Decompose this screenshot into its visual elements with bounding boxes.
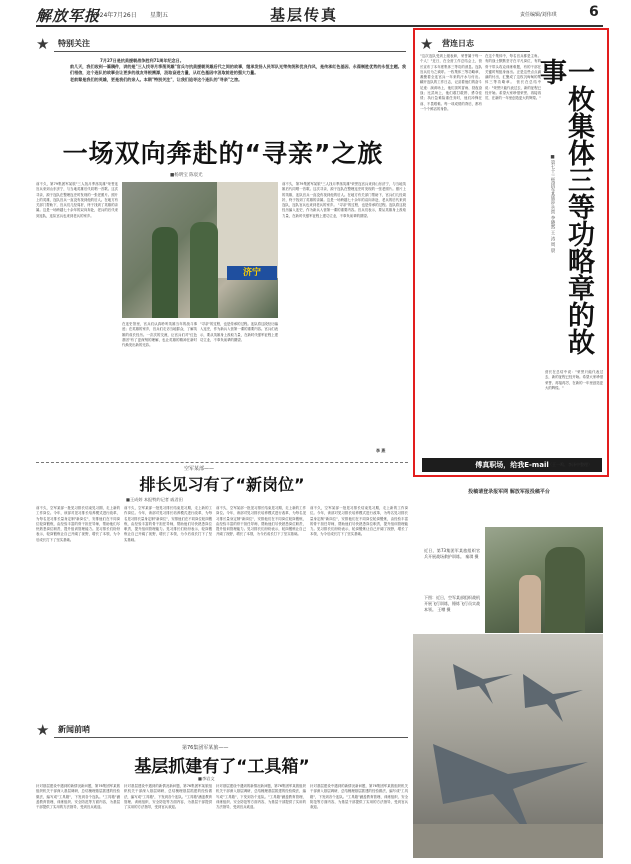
frontline-headline: 基层抓建有了“工具箱” [134, 757, 310, 777]
page-editor: 责任编辑/刘伟琪 [520, 12, 557, 18]
special-intro-line-3: 老前辈是我们的英雄，更是我们的亲人。本期"特别关注"，让我们追寻这个连队的"寻亲"之旅。 [70, 76, 243, 82]
special-intro-line-1: 7月27日是抗美援朝战争胜利71周年纪念日。 [100, 58, 184, 63]
frontline-body-2: 针对基层建设中遇到的新情况新问题，第76集团军某旅组织机关干部深入基层调研，总结梳理基层抓建的经验做法，编写成"工具箱"，下发到各个连队。"工具箱"涵盖教育管理、训练组织、安全防范等方面内容，为基层干部提供了实用的方法指导，受到官兵欢迎。 [124, 784, 212, 810]
camp-log-body-c: 在这个集体中，每名官兵都是主角。有的战士默默坚守在平凡岗位，有的骨干带头攻克训练难题，有的干部在关键时刻挺身而出。正是这些点点滴滴的付出，汇聚成了这枚沉甸甸的集体三等功略章。 [485, 54, 541, 85]
frontline-body-3: 针对基层建设中遇到的新情况新问题，第76集团军某旅组织机关干部深入基层调研，总结梳理基层抓建的经验做法，编写成"工具箱"，下发到各个连队。"工具箱"涵盖教育管理、训练组织、安全防范等方面内容，为基层干部提供了实用的方法指导，受到官兵欢迎。 [216, 784, 306, 810]
issue-date: 2024年7月26日 [92, 12, 137, 19]
email-contact-box: 投稿请登录报军网 解放军报投稿平台 [468, 489, 550, 495]
camp-log-body-column-1 [420, 54, 482, 472]
child-photo-caption: 近日，第73集团军某旅组织官兵开展战场救护训练。 秦琪 摄 [424, 548, 480, 559]
camp-log-body-d-cont: 营长在总结中说："荣誉只能代表过去，新的征程已经开始。希望大家珍惜荣誉、再接再厉，在新的一年里创造更大的辉煌。" [545, 370, 603, 390]
jet-photo-caption: 下图：近日，空军某部组织战机开展飞行训练，锤炼飞行员实战本领。 王嘈 摄 [424, 595, 480, 612]
special-headline: 一场双向奔赴的“寻亲”之旅 [62, 139, 384, 168]
star-icon: ★ [36, 35, 50, 53]
photo-soldier-1 [152, 227, 178, 318]
special-body-column-1: 前不久，第79集团军某旅"三人找月季荡英雄"荣誉连官兵来到山东济宁，与当地英雄后代同唱一首歌。这次寻亲，源于连队在整理连史时发现的一张老照片。照片上的英雄，连队官兵一直没有找到他的后人。在地方有关部门帮助下，官兵们几经周折，终于找到了英雄的亲属。这是一场跨越七十余年的双向奔赴，老兵的后代来到连队，连队官兵也来到老兵的家乡。 [36, 182, 118, 218]
frontline-rule [54, 737, 408, 738]
jet-photo [413, 634, 603, 858]
newspaper-logo: 解放军报 [36, 7, 101, 25]
jet-silhouettes [413, 634, 603, 858]
camp-log-vertical-byline: ■第七十三集团军某旅步兵营 李晓然 王 涛 周 晨 [550, 155, 555, 253]
camp-log-body-d: 营长在总结中说："荣誉只能代表过去，新的征程已经开始。希望大家珍惜荣誉、再接再厉，在新的一年里创造更大的辉煌。" [485, 80, 542, 101]
lower-left-kicker: 空军某部—— [184, 466, 215, 472]
special-author: 李 燕 [376, 448, 386, 453]
special-body-column-4-text-b: "寻亲"的过程，也是传承的过程。连队将这段经历编入连史，作为新兵入营第一课的重要内容。官兵们表示，要从英雄身上汲取力量，在新时代强军征程上建功立业，不辜负前辈的期望。 [282, 203, 407, 218]
lower-left-body-1: 前不久，空军某部一批见习排长结束见习期，走上新的工作岗位。今年，该部对见习排长培养模式进行改革，为每名见习排长量身定制"新岗位"，安排他们在不同岗位轮岗锻炼，由经验丰富的骨干担任导师，帮助他们尽快熟悉岗位职责，提升组训管理能力。见习排长们纷纷表示，轮岗锻炼让自己开阔了视野，增长了本领，为今后成长打下了坚实基础。 [36, 506, 120, 542]
camp-log-body-b: 翻开连队的工作日志，记录着他们的奋斗足迹：演训场上，他们顶风冒雨、昼夜奋战；比武场上，他们敢打敢拼、勇夺佳绩；执行急难险重任务时，他们冲锋在前、不畏艰难。每一项成绩的背后，都有一个个鲜活的身影。 [420, 80, 482, 111]
email-column-label: 傅真职场，给我E-mail [422, 458, 602, 472]
lower-left-byline: ■王成婷 本报特约记者 戚君田 [126, 497, 183, 502]
special-intro [70, 58, 406, 116]
frontline-title: 新闻前哨 [58, 725, 90, 734]
frontline-body-1: 针对基层建设中遇到的新情况新问题，第76集团军某旅组织机关干部深入基层调研，总结梳理基层抓建的经验做法，编写成"工具箱"，下发到各个连队。"工具箱"涵盖教育管理、训练组织、安全防范等方面内容，为基层干部提供了实用的方法指导，受到官兵欢迎。 [36, 784, 120, 810]
special-byline: ■杨明宝 陈宸光 [170, 173, 203, 178]
special-body-column-4-text: 前不久，第79集团军某旅"三人找月季荡英雄"荣誉连官兵来到山东济宁，与当地英雄后代同唱一首歌。这次寻亲，源于连队在整理连史时发现的一张老照片。照片上的英雄，连队官兵一直没有找到他的后人。在地方有关部门帮助下，官兵们几经周折，终于找到了英雄的亲属。这是一场跨越七十余年的双向奔赴，老兵的后代来到连队，连队官兵也来到老兵的家乡。 [282, 182, 406, 208]
camp-log-body-a: "这次连队受到上级表彰，荣誉属于每一个人！"近日，在全营工作总结会上，营长宣布了本年度集体三等功的消息。连队官兵们为之欢呼。一枚集体三等功略章，凝聚着全连官兵一年来的汗水与付出。 [420, 54, 482, 80]
frontline-body-4: 针对基层建设中遇到的新情况新问题，第76集团军某旅组织机关干部深入基层调研，总结梳理基层抓建的经验做法，编写成"工具箱"，下发到各个连队。"工具箱"涵盖教育管理、训练组织、安全防范等方面内容，为基层干部提供了实用的方法指导，受到官兵欢迎。 [310, 784, 408, 810]
camp-log-header [420, 34, 530, 54]
frontline-kicker: 第76集团军某旅—— [182, 745, 229, 751]
camp-log-footnote: （王一鸣、李泽中整理） [548, 462, 592, 467]
special-section-header [36, 34, 406, 54]
lower-left-body-4: 前不久，空军某部一批见习排长结束见习期，走上新的工作岗位。今年，该部对见习排长培养模式进行改革，为每名见习排长量身定制"新岗位"，安排他们在不同岗位轮岗锻炼，由经验丰富的骨干担任导师，帮助他们尽快熟悉岗位职责，提升组训管理能力。见习排长们纷纷表示，轮岗锻炼让自己开阔了视野，增长了本领，为今后成长打下了坚实基础。 [310, 506, 408, 537]
photo-map-board [217, 182, 278, 278]
star-icon-frontline: ★ [36, 721, 50, 739]
frontline-byline: ■李岩文 [198, 776, 215, 781]
camp-log-body-column-2 [485, 54, 541, 472]
lower-left-body-3: 前不久，空军某部一批见习排长结束见习期，走上新的工作岗位。今年，该部对见习排长培养模式进行改革，为每名见习排长量身定制"新岗位"，安排他们在不同岗位轮岗锻炼，由经验丰富的骨干担任导师，帮助他们尽快熟悉岗位职责，提升组训管理能力。见习排长们纷纷表示，轮岗锻炼让自己开阔了视野，增长了本领，为今后成长打下了坚实基础。 [216, 506, 306, 537]
special-body-column-4 [282, 182, 406, 446]
masthead [0, 0, 631, 28]
photo-map-board-label: 济宁 [227, 266, 277, 280]
child-photo-child [519, 575, 541, 633]
page-title: 基层传真 [270, 6, 339, 24]
special-body-column-2: 在连史馆里，官兵们认真聆听英雄当年的战斗事迹；在英雄的家乡，官兵们走访当地群众，了解英雄的成长经历。一次次的交流，让官兵们对"红色基因"有了更深刻的理解，也让英雄的精神在新时代焕发出新的光彩。 [122, 322, 197, 348]
lower-left-body-2: 前不久，空军某部一批见习排长结束见习期，走上新的工作岗位。今年，该部对见习排长培养模式进行改革，为每名见习排长量身定制"新岗位"，安排他们在不同岗位轮岗锻炼，由经验丰富的骨干担任导师，帮助他们尽快熟悉岗位职责，提升组训管理能力。见习排长们纷纷表示，轮岗锻炼让自己开阔了视野，增长了本领，为今后成长打下了坚实基础。 [124, 506, 212, 542]
frontline-header [36, 720, 408, 740]
camp-log-body-column-3 [545, 370, 603, 454]
masthead-rule [36, 25, 603, 27]
camp-log-title: 营连日志 [442, 39, 474, 48]
camp-log-vertical-headline: 一枚集体三等功略章的故事 [535, 58, 594, 355]
lower-divider [36, 462, 408, 463]
special-photo [122, 182, 278, 318]
special-section-rule [54, 51, 406, 52]
lower-left-headline: 排长见习有了“新岗位” [139, 475, 305, 494]
issue-weekday: 星期五 [150, 12, 169, 19]
child-photo-soldier [545, 547, 585, 633]
camp-log-rule [438, 51, 530, 52]
star-icon-camp: ★ [420, 35, 434, 53]
special-intro-line-2: 前几天，我们收到一篇稿件，讲的是"三人找寻月季荡英雄"官兵与抗美援朝英雄后代之间的故事，继承发扬人民军队光荣传统和优良作风，是传承红色基因、永葆制胜优势的永恒主题。我们相信，这个连队的故事会让更多的战友寻根溯源，汲取奋进力量，从红色基因中汲取前进的强大力量。 [70, 64, 406, 76]
photo-soldier-2 [190, 222, 218, 318]
page-number: 6 [589, 4, 599, 20]
child-photo [485, 527, 603, 633]
special-body-column-3: "寻亲"的过程，也是传承的过程。连队将这段经历编入连史，作为新兵入营第一课的重要内容。官兵们表示，要从英雄身上汲取力量，在新时代强军征程上建功立业，不辜负前辈的期望。 [200, 322, 278, 342]
special-section-title: 特别关注 [58, 39, 90, 48]
